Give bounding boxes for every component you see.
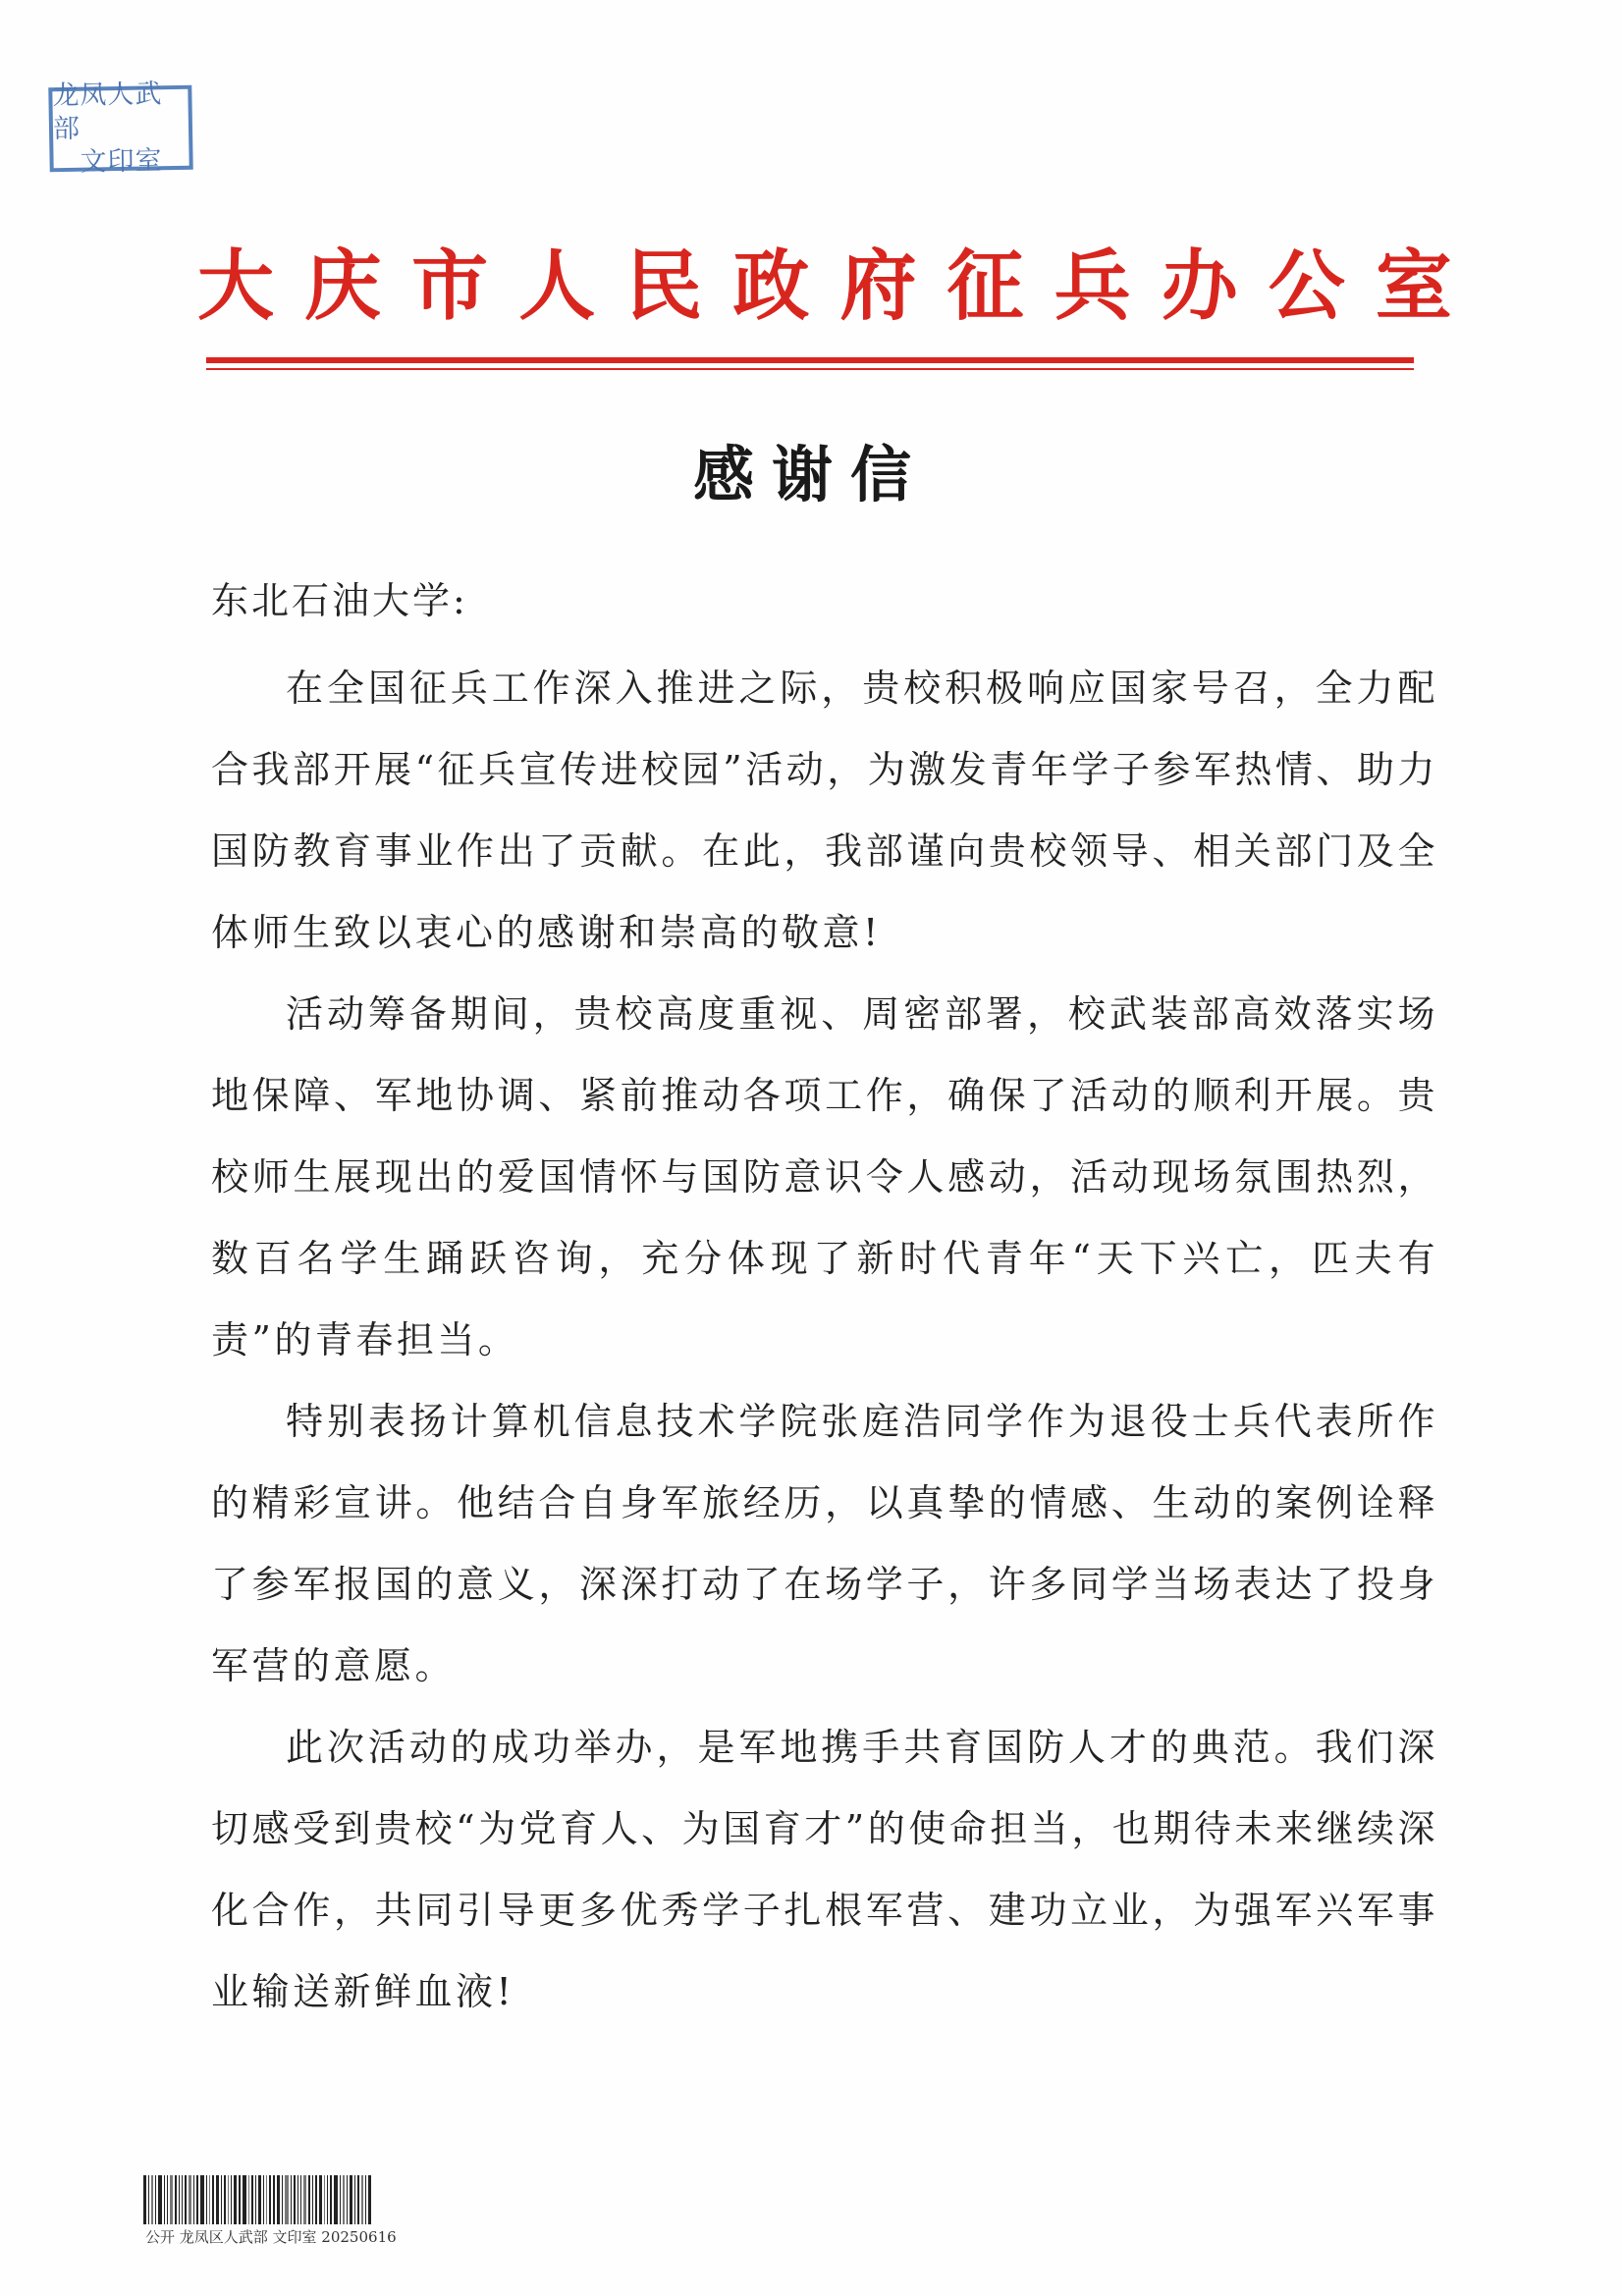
stamp-line-1: 龙凤人武部: [52, 79, 163, 145]
letterhead-rule: [206, 357, 1414, 363]
letterhead-char: 室: [1375, 241, 1452, 331]
letterhead-title: [196, 240, 1453, 334]
letter-title: 感谢信: [692, 439, 929, 510]
letterhead-char: 办: [1161, 241, 1238, 331]
letterhead-char: 政: [732, 241, 810, 331]
letter-body: [211, 648, 1438, 2033]
document-barcode: [143, 2175, 418, 2224]
letterhead-rule-thin: [206, 368, 1414, 370]
letterhead-char: 征: [946, 241, 1024, 331]
letterhead-char: 市: [411, 241, 489, 331]
paragraph: 此次活动的成功举办，是军地携手共育国防人才的典范。我们深切感受到贵校“为党育人、为国育才”的使命担当，也期待未来继续深化合作，共同引导更多优秀学子扎根军营、建功立业，为强军兴军事业输送新鲜血液!: [211, 1726, 1438, 2013]
office-stamp: [48, 79, 192, 178]
letterhead-char: 兵: [1054, 241, 1131, 331]
paragraph: 特别表扬计算机信息技术学院张庭浩同学作为退役士兵代表所作的精彩宣讲。他结合自身军旅经历，以真挚的情感、生动的案例诠释了参军报国的意义，深深打动了在场学子，许多同学当场表达了投身军营的意愿。: [211, 1400, 1438, 1687]
letterhead-char: 公: [1268, 241, 1345, 331]
footer-caption: 公开 龙凤区人武部 文印室 20250616: [145, 2228, 397, 2246]
paragraph: 在全国征兵工作深入推进之际，贵校积极响应国家号召，全力配合我部开展“征兵宣传进校园”活动，为激发青年学子参军热情、助力国防教育事业作出了贡献。在此，我部谨向贵校领导、相关部门及全体师生致以衷心的感谢和崇高的敬意!: [211, 667, 1438, 954]
stamp-line-2: 文印室: [80, 145, 163, 178]
letterhead-char: 民: [625, 241, 703, 331]
letterhead-char: 大: [196, 241, 274, 331]
paragraph: 活动筹备期间，贵校高度重视、周密部署，校武装部高效落实场地保障、军地协调、紧前推动各项工作，确保了活动的顺利开展。贵校师生展现出的爱国情怀与国防意识令人感动，活动现场氛围热烈，数百名学生踊跃咨询，充分体现了新时代青年“天下兴亡，匹夫有责”的青春担当。: [211, 992, 1438, 1362]
letterhead-char: 庆: [304, 241, 382, 331]
salutation: 东北石油大学:: [211, 579, 468, 622]
letterhead-char: 府: [839, 241, 917, 331]
letterhead-char: 人: [518, 241, 596, 331]
